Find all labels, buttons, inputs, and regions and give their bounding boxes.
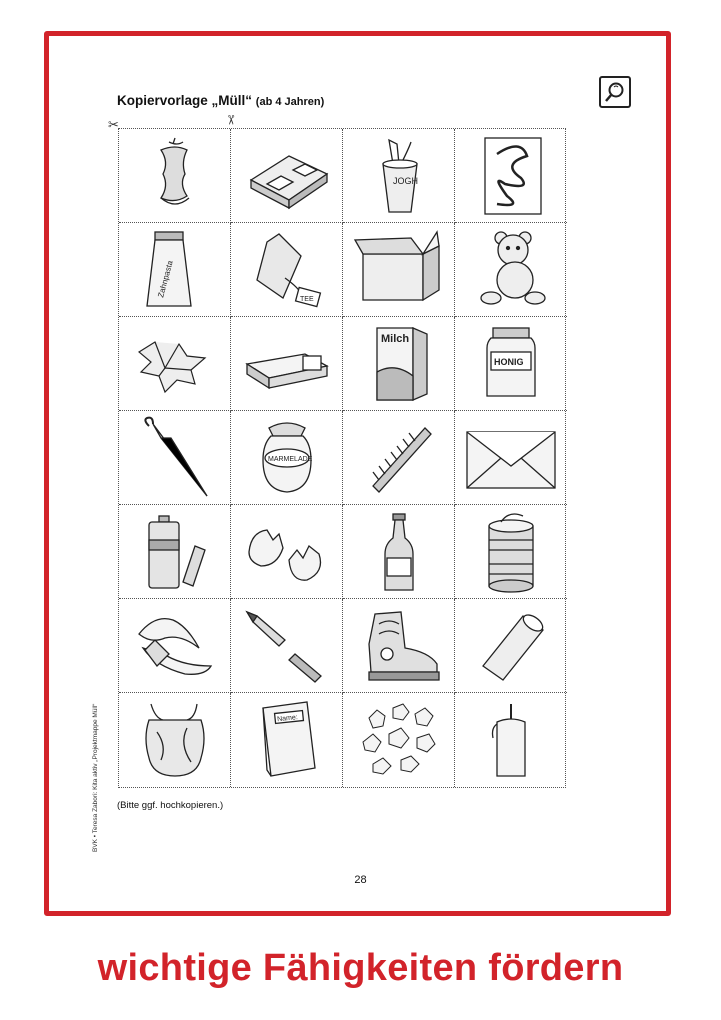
card-leaves <box>343 693 455 787</box>
title-main: Kopiervorlage „Müll“ <box>117 93 253 108</box>
card-crumpled-paper <box>119 317 231 411</box>
card-milk-carton <box>343 317 455 411</box>
card-glass-bottle <box>343 505 455 599</box>
notebook-label: Name: <box>276 714 298 724</box>
scissors-icon: ✂ <box>108 117 119 132</box>
card-drawing-paper <box>455 129 567 223</box>
card-toothpaste <box>119 223 231 317</box>
page-title <box>117 93 324 108</box>
card-apple-core <box>119 129 231 223</box>
jam-label: MARMELADE <box>267 455 312 463</box>
card-jam-jar <box>231 411 343 505</box>
teabag-label: TEE <box>299 295 314 303</box>
card-old-shoe <box>343 599 455 693</box>
card-tin-can <box>455 505 567 599</box>
card-teabag <box>231 223 343 317</box>
card-umbrella <box>119 411 231 505</box>
card-plastic-bag <box>119 693 231 787</box>
footer-slogan: wichtige Fähigkeiten fördern <box>97 947 624 989</box>
toothpaste-label: Zahnpasta <box>155 259 175 299</box>
card-yoghurt-cup <box>343 129 455 223</box>
card-candle <box>455 693 567 787</box>
side-credit: BVK • Teresa Zabori: Kita aktiv „Projektmappe Müll“ <box>92 703 99 852</box>
card-eggshells <box>231 505 343 599</box>
card-teddy-bear <box>455 223 567 317</box>
card-notebook <box>231 693 343 787</box>
card-broken-pencil <box>231 599 343 693</box>
card-envelope <box>455 411 567 505</box>
copy-note: (Bitte ggf. hochkopieren.) <box>117 800 224 811</box>
scissors-icon: ✂ <box>223 114 239 126</box>
card-batteries <box>119 505 231 599</box>
milk-label: Milch <box>380 332 409 345</box>
card-paper-roll <box>455 599 567 693</box>
card-cardboard-box <box>343 223 455 317</box>
card-grid <box>118 128 566 788</box>
honey-label: HONIG <box>494 356 524 367</box>
card-banana-peels <box>119 599 231 693</box>
title-subtitle: (ab 4 Jahren) <box>255 96 325 108</box>
card-comb <box>343 411 455 505</box>
card-packaging <box>231 129 343 223</box>
yoghurt-label: JOGH <box>392 175 418 186</box>
card-honey-jar <box>455 317 567 411</box>
card-biscuit-box <box>231 317 343 411</box>
page-number: 28 <box>354 874 367 886</box>
magnifier-badge-icon <box>599 76 631 108</box>
